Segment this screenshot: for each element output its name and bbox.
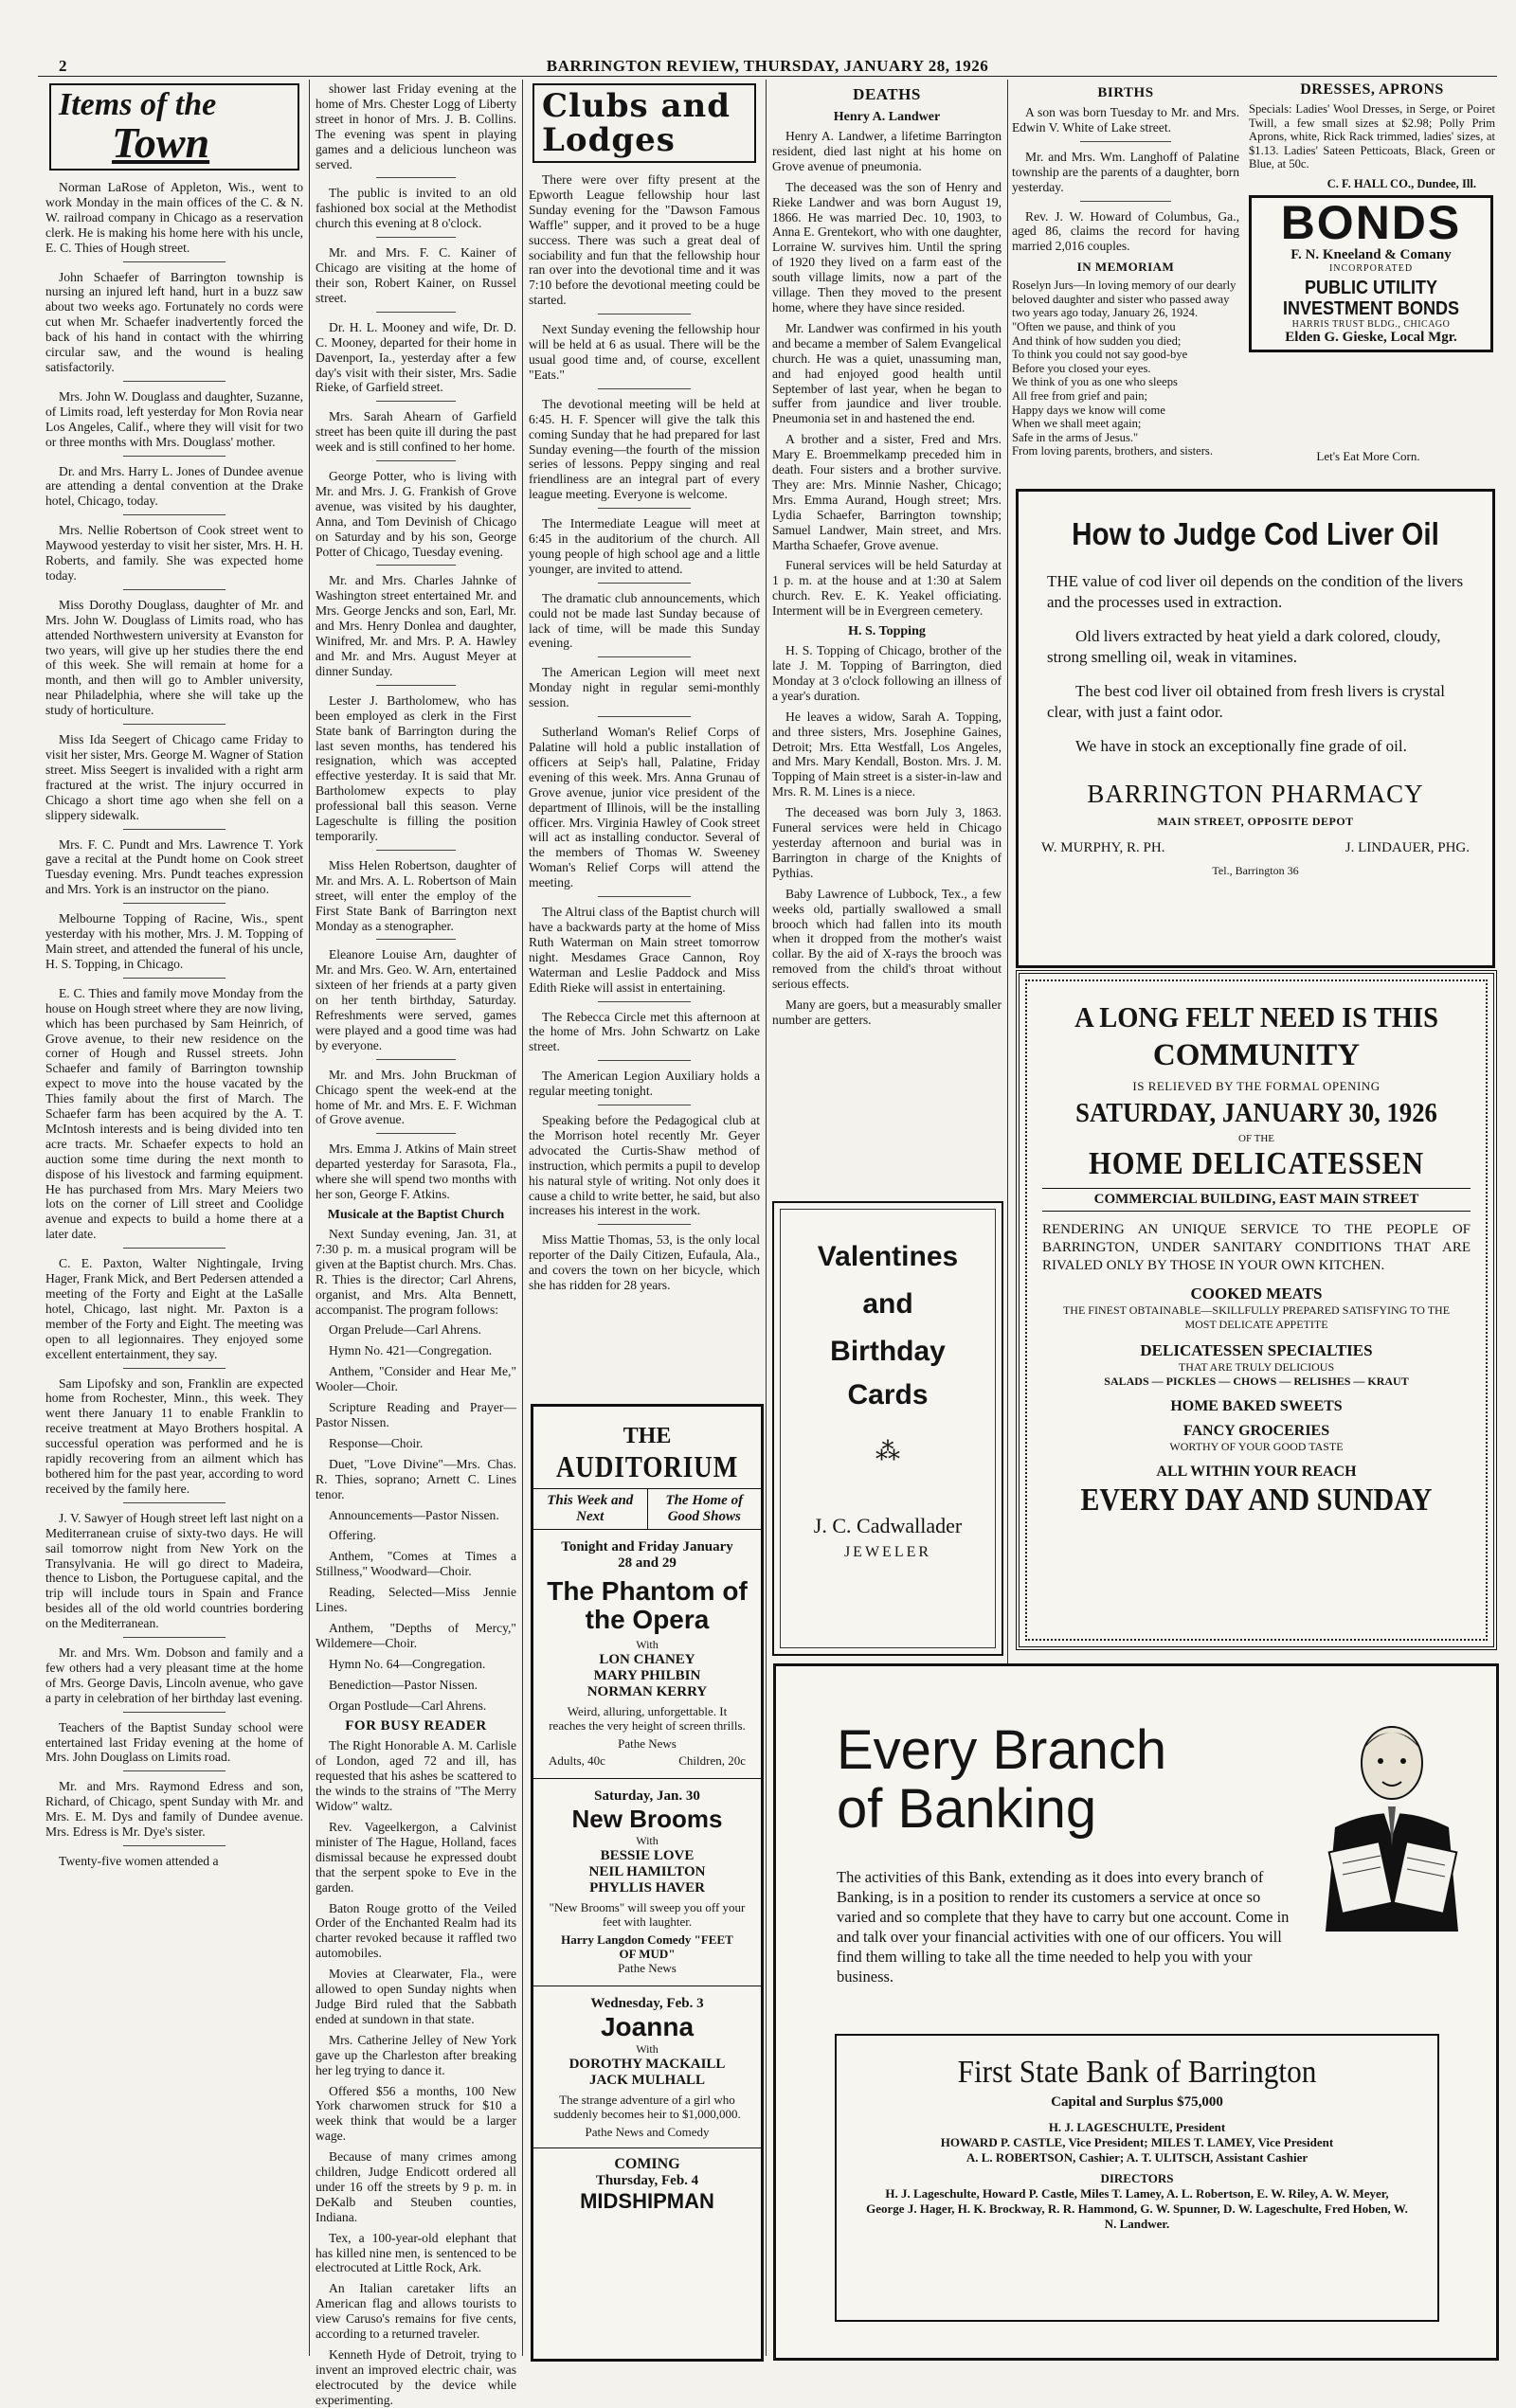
item-separator xyxy=(123,724,226,725)
item-separator xyxy=(123,261,226,262)
item-separator xyxy=(598,388,691,389)
deli-specialties-sub: THAT ARE TRULY DELICIOUS xyxy=(1178,1360,1335,1374)
paragraph: Baton Rouge grotto of the Veiled Order of the Enchanted Realm had its charter revoked because it raffled two automobiles. xyxy=(316,1900,516,1961)
paragraph: The American Legion will meet next Monday night in regular semi-monthly session. xyxy=(529,665,760,710)
item-separator xyxy=(123,829,226,830)
paragraph: Offered $56 a months, 100 New York charwomen struck for $10 a week think that would be a larger wage. xyxy=(316,2083,516,2144)
paragraph: Melbourne Topping of Racine, Wis., spent yesterday with his mother, Mrs. J. M. Topping of Main street, and attended the funeral of his uncle, H. S. Topping, in Chicago. xyxy=(45,911,303,971)
masthead xyxy=(38,55,1497,77)
dresses-ad xyxy=(1249,81,1495,188)
item-separator xyxy=(598,1001,691,1002)
deli-relieved: IS RELIEVED BY THE FORMAL OPENING xyxy=(1132,1079,1381,1093)
paragraph: A brother and a sister, Fred and Mrs. Mary E. Broemmelkamp preceded him in death. Four sisters and a brother survive. They are: Mrs. Minnie Nasher, Chicago; Mrs. Emma Aurand, Hough street; Mrs. Lydia Schaefer, Barrington township; Samuel Landwer, Main street, and Mrs. Martha Schaefer, Grove avenue. xyxy=(772,432,1002,552)
paragraph: Mr. and Mrs. Wm. Dobson and family and a few others had a very pleasant time at the home of Mrs. George Davis, Lincoln avenue, who gave a party in celebration of her birthday last evening. xyxy=(45,1645,303,1705)
cod-liver-text xyxy=(1019,552,1492,757)
item-separator xyxy=(598,1224,691,1225)
paragraph: The deceased was the son of Henry and Rieke Landwer and was born August 19, 1866. He was married Dec. 10, 1903, to Anna E. Grentekort, who with one daughter, Lorraine W. survives him. Until the spring of 1920 they lived on a farm east of the south village limits, now a part of the village. Then they moved to the present home, where they have since resided. xyxy=(772,179,1002,314)
paragraph: Anthem, "Consider and Hear Me," Wooler—Choir. xyxy=(316,1364,516,1394)
home-of-good-shows-tag: The Home of Good Shows xyxy=(665,1493,744,1524)
item-separator xyxy=(123,1248,226,1249)
paragraph: Hymn No. 64—Congregation. xyxy=(329,1656,486,1671)
new-brooms-news: Pathe News xyxy=(533,1961,761,1986)
paragraph: Benediction—Pastor Nissen. xyxy=(329,1677,478,1692)
items-of-the-town-logo xyxy=(49,83,299,171)
paragraph: The American Legion Auxiliary holds a regular meeting tonight. xyxy=(529,1069,760,1099)
auditorium-ad xyxy=(531,1404,764,2362)
phantom-cast: LON CHANEY MARY PHILBIN NORMAN KERRY xyxy=(587,1652,708,1699)
births-heading: BIRTHS xyxy=(1097,85,1154,100)
joanna-description: The strange adventure of a girl who suddenly becomes heir to $1,000,000. xyxy=(553,2093,741,2121)
item-separator xyxy=(376,685,457,686)
item-separator xyxy=(123,1712,226,1713)
clubs-paragraphs xyxy=(529,172,760,1293)
joanna-with: With xyxy=(636,2042,659,2056)
bank-directors-heading: DIRECTORS xyxy=(1100,2171,1174,2185)
dresses-title: DRESSES, APRONS xyxy=(1300,81,1444,98)
landwer-heading: Henry A. Landwer xyxy=(833,110,941,124)
column-clubs-and-lodges xyxy=(529,81,760,1389)
paragraph: Tex, a 100-year-old elephant that has killed nine men, is sentenced to be electrocuted at Little Rock, Ark. xyxy=(316,2230,516,2275)
item-separator xyxy=(376,177,457,178)
item-separator xyxy=(123,456,226,457)
newspaper-title: BARRINGTON REVIEW, THURSDAY, JANUARY 28, 1926 xyxy=(546,57,989,75)
item-separator xyxy=(123,1637,226,1638)
phantom-prices xyxy=(533,1752,761,1779)
cod-liver-title: How to Judge Cod Liver Oil xyxy=(1072,516,1439,551)
paragraph: George Potter, who is living with Mr. and Mrs. J. G. Frankish of Grove avenue, was visited by his daughter, Anna, and Tom Devinish of Chicago on Saturday and by his son, George Potter of Chicago, Tuesday evening. xyxy=(316,469,516,559)
deli-opening-date: SATURDAY, JANUARY 30, 1926 xyxy=(1075,1098,1437,1128)
valentines-line-3: Birthday xyxy=(830,1336,946,1367)
social-paragraphs xyxy=(316,81,516,1202)
cod-liver-p4: We have in stock an exceptionally fine grade of oil. xyxy=(1075,737,1407,755)
paragraph: Mr. and Mrs. Wm. Langhoff of Palatine township are the parents of a daughter, born yesterday. xyxy=(1012,149,1239,194)
item-separator xyxy=(376,1133,457,1134)
bank-directors: H. J. Lageschulte, Howard P. Castle, Miles T. Lamey, A. L. Robertson, E. W. Riley, A. W. Meyer, George J. Hager, H. K. Brockway, R. R. Hammond, G. W. Spunner, D. W. Lageschulte, Fred Hoben, W. N. Landwer. xyxy=(866,2186,1408,2231)
new-brooms-title: New Brooms xyxy=(571,1805,723,1833)
paragraph: E. C. Thies and family move Monday from the house on Hough street where they are now living, which has been purchased by Sam Heinrich, of Grove avenue, to their new residence on the corner of Hough and Russel streets. John Schaefer and family of Barrington township expect to move into the house vacated by the Thies family about the first of March. The Schaefer farm has been acquired by the A. T. McIntosh interests and is being divided into ten acre tracts. Mr. Schaefer expects to hold an auction some time during the next month to dispose of his livestock and farming equipment. He has purchased from Mrs. Mary Meiers two lots on the corner of Lill street and Coolidge avenue and expects to build a home there at a later date. xyxy=(45,985,303,1242)
item-separator xyxy=(598,656,691,657)
paragraph: Miss Helen Robertson, daughter of Mr. and Mrs. A. L. Robertson of Main street, will enter the employ of the First State Bank of Barrington next Monday as a stenographer. xyxy=(316,857,516,933)
joanna-title: Joanna xyxy=(600,2012,695,2041)
item-separator xyxy=(376,460,457,461)
paragraph: The Rebecca Circle met this afternoon at the home of Mrs. John Schwartz on Lake street. xyxy=(529,1009,760,1054)
deli-specialties: DELICATESSEN SPECIALTIES xyxy=(1140,1341,1373,1359)
column-rule xyxy=(766,80,767,2356)
topping-heading: H. S. Topping xyxy=(848,624,926,639)
bonds-line-2: INVESTMENT BONDS xyxy=(1282,298,1460,319)
item-separator xyxy=(123,978,226,979)
paragraph: The public is invited to an old fashioned box social at the Methodist church this evening at 8 o'clock. xyxy=(316,186,516,231)
bonds-firm: F. N. Kneeland & Comany xyxy=(1290,247,1452,262)
paragraph: Teachers of the Baptist Sunday school were entertained last Friday evening at the home of Mrs. John Douglass on Limits road. xyxy=(45,1719,303,1765)
memoriam-text: Roselyn Jurs—In loving memory of our dearly beloved daughter and sister who passed away two years ago today, January 26, 1924. "Often we pause, and think of you And think of how sudden you died; To think you could not say good-bye Before you closed your eyes. We think of you as one who sleeps All free from grief and pain; Happy days we know will come When we shall meet again; Safe in the arms of Jesus." From loving parents, brothers, and sisters. xyxy=(1012,279,1236,458)
deli-headline-1: A LONG FELT NEED IS THIS xyxy=(1074,1000,1438,1033)
lets-eat-more-corn: Let's Eat More Corn. xyxy=(1316,449,1420,463)
joanna-news: Pathe News and Comedy xyxy=(533,2125,761,2148)
deli-body: RENDERING AN UNIQUE SERVICE TO THE PEOPLE OF BARRINGTON, UNDER SANITARY CONDITIONS THAT ARE RIVALED ONLY BY THOSE IN YOUR OWN KITCHEN. xyxy=(1042,1222,1471,1273)
paragraph: Many are goers, but a measurably smaller number are getters. xyxy=(772,997,1002,1027)
valentines-ad xyxy=(772,1201,1003,1656)
coming-label: COMING xyxy=(614,2156,680,2172)
memoriam-heading: IN MEMORIAM xyxy=(1076,260,1175,275)
paragraph: Norman LaRose of Appleton, Wis., went to work Monday in the main offices of the C. & N. W. railroad company in Chicago as a reservation clerk. He is making his home here with his uncle, E. C. Thies of Hough street. xyxy=(45,180,303,255)
item-separator xyxy=(1080,141,1171,142)
deli-name: HOME DELICATESSEN xyxy=(1089,1146,1424,1181)
paragraph: Mrs. Catherine Jelley of New York gave up the Charleston after breaking her leg trying to dance it. xyxy=(316,2032,516,2077)
bonds-manager: Elden G. Gieske, Local Mgr. xyxy=(1285,330,1457,345)
deli-headline-2: COMMUNITY xyxy=(1152,1038,1361,1072)
paragraph: shower last Friday evening at the home of Mrs. Chester Logg of Liberty street in honor of Mrs. J. B. Collins. The evening was spent in playing games and a delicious luncheon was served. xyxy=(316,81,516,171)
paragraph: There were over fifty present at the Epworth League fellowship hour last Sunday evening for the "Dawson Famous Waffle" supper, and it proved to be a huge success. There was such a great deal of sociability and fun that the fellowship hour ran over into the devotional time and it was 7:10 before the devotional meeting could be started. xyxy=(529,172,760,308)
dresses-signature: C. F. HALL CO., Dundee, Ill. xyxy=(1326,176,1476,190)
column-rule xyxy=(309,80,310,2356)
item-separator xyxy=(598,1060,691,1061)
deli-groceries-sub: WORTHY OF YOUR GOOD TASTE xyxy=(1169,1440,1344,1453)
children-price: Children, 20c xyxy=(678,1753,746,1768)
paragraph: Mrs. F. C. Pundt and Mrs. Lawrence T. York gave a recital at the Pundt home on Cook street Tuesday evening. Mrs. Pundt teaches expression and Mrs. York is an instructor on the piano. xyxy=(45,836,303,897)
pharmacy-address: MAIN STREET, OPPOSITE DEPOT xyxy=(1157,815,1354,828)
paragraph: Mrs. Emma J. Atkins of Main street departed yesterday for Sarasota, Fla., where she will spend two months with her son, George F. Atkins. xyxy=(316,1141,516,1202)
item-separator xyxy=(123,1770,226,1771)
bank-capital: Capital and Surplus $75,000 xyxy=(1051,2094,1223,2110)
paragraph: Rev. Vageelkergon, a Calvinist minister of The Hague, Holland, faces dismissal because he expressed doubt that the serpent spoke to Eve in the garden. xyxy=(316,1820,516,1895)
pharmacy-phone: Tel., Barrington 36 xyxy=(1212,864,1299,877)
column-rule xyxy=(522,80,523,2356)
paragraph: Organ Postlude—Carl Ahrens. xyxy=(329,1698,487,1713)
item-separator xyxy=(376,1059,457,1060)
adult-price: Adults, 40c xyxy=(549,1753,605,1768)
bank-body: The activities of this Bank, extending as it does into every branch of Banking, is in a position to render its customers a service at once so varied and so complete that they have to carry but one account. Come in and talk over your financial activities with one of our officers. You will find them willing to take all the time needed to help you with your business. xyxy=(837,1868,1290,1986)
deaths-heading: DEATHS xyxy=(853,85,921,103)
births-list xyxy=(1012,105,1239,254)
logo-line-2: Town xyxy=(112,118,210,167)
paragraph: Announcements—Pastor Nissen. xyxy=(329,1507,499,1522)
paragraph: Sam Lipofsky and son, Franklin are expected home from Rochester, Minn., this week. They went there January 11 to enable Franklin to receive treatment at Mayo Brothers hospital. A successful operation was performed and he is rapidly recovering from an ailment which has bothered him for the past year, according to word received by the family here. xyxy=(45,1375,303,1496)
clubs-and-lodges-logo: Clubs and Lodges xyxy=(532,83,756,163)
item-separator xyxy=(598,716,691,717)
phantom-with: With xyxy=(636,1638,659,1651)
bonds-title: BONDS xyxy=(1280,196,1462,249)
paragraph: Dr. H. L. Mooney and wife, Dr. D. C. Mooney, departed for their home in Davenport, Ia., yesterday after a few day's visit with their sister, Mrs. Sadie Rieke, of Garfield street. xyxy=(316,319,516,395)
midshipman-date: Thursday, Feb. 4 xyxy=(595,2173,699,2188)
item-separator xyxy=(376,237,457,238)
paragraph: Response—Choir. xyxy=(329,1435,424,1450)
paragraph: The deceased was born July 3, 1863. Funeral services were held in Chicago yesterday afternoon and burial was in Barrington in charge of the Knights of Pythias. xyxy=(772,805,1002,880)
paragraph: Baby Lawrence of Lubbock, Tex., a few weeks old, partially swallowed a small brooch which had fallen into its mouth when it dropped from the mother's waist collar. By the aid of X-rays the brooch was removed from the child's throat without serious effects. xyxy=(772,886,1002,992)
cod-liver-p2: Old livers extracted by heat yield a dark colored, cloudy, strong smelling oil, weak in vitamines. xyxy=(1047,627,1441,666)
paragraph: Twenty-five women attended a xyxy=(59,1854,219,1868)
item-separator xyxy=(123,381,226,382)
valentines-inner-border xyxy=(780,1209,996,1648)
column-two xyxy=(316,81,516,2407)
paragraph: C. E. Paxton, Walter Nightingale, Irving Hager, Frank Mick, and Bert Pedersen attended a meeting of the Forty and Eight at the LaSalle hotel, Chicago, last night. Mr. Paxton is a member of the Forty and Eight. The meeting was open to all legionnaires. They enjoyed some excellent entertainment, they say. xyxy=(45,1256,303,1361)
paragraph: He leaves a widow, Sarah A. Topping, and three sisters, Mrs. Josephine Gaines, Detroit; Mrs. Etta Westfall, Los Angeles, and Mrs. Mary Kendall, Boston. Mrs. J. M. Topping of Main street is a sister-in-law and Mrs. R. M. Lines is a niece. xyxy=(772,709,1002,800)
bonds-address: HARRIS TRUST BLDG., CHICAGO xyxy=(1291,319,1451,330)
banker-illustration-icon xyxy=(1307,1704,1477,1932)
item-separator xyxy=(1080,201,1171,202)
auditorium-tags xyxy=(533,1488,761,1530)
topping-obituary xyxy=(772,643,1002,1028)
paragraph: Mr. and Mrs. Charles Jahnke of Washington street entertained Mr. and Mrs. George Jencks and son, Earl, Mr. and Mrs. Henry Donlea and daughter, Winifred, Mr. and Mrs. P. A. Hawley and Mr. and Mrs. August Meyer at dinner Sunday. xyxy=(316,573,516,678)
item-separator xyxy=(376,850,457,851)
landwer-obituary xyxy=(772,129,1002,619)
delicatessen-ad xyxy=(1016,970,1497,1650)
page-number: 2 xyxy=(59,57,67,75)
bank-headline xyxy=(837,1721,1166,1839)
paragraph: The Right Honorable A. M. Carlisle of London, aged 72 and ill, has requested that his ashes be scattered to the winds to the strains of "The Merry Widow" waltz. xyxy=(316,1738,516,1814)
jeweler-name: J. C. Cadwallader xyxy=(813,1514,963,1537)
paragraph: Henry A. Landwer, a lifetime Barrington resident, died last night at his home on Grove avenue of pneumonia. xyxy=(772,129,1002,173)
auditorium-the: THE xyxy=(623,1424,672,1448)
new-brooms-date: Saturday, Jan. 30 xyxy=(594,1788,700,1804)
item-separator xyxy=(123,1845,226,1846)
pharmacy-name: BARRINGTON PHARMACY xyxy=(1087,780,1424,808)
paragraph: Sutherland Woman's Relief Corps of Palatine will hold a public installation of officers at Seip's hall, Palatine, Friday evening of this week. Mrs. Anna Grunau of Grove avenue, junior vice president of the department of Illinois, will be the installing officer. Mrs. Virginia Hawley of Cook street will act as installing conductor. Several of the members of Thomas W. Sweeney Woman's Relief Corps will attend the meeting. xyxy=(529,725,760,890)
paragraph: J. V. Sawyer of Hough street left last night on a Mediterranean cruise of sixty-two days. He will sail tomorrow night from New York on the Transylvania. He will go direct to Madeira, thence to Lisbon, the Portuguese capital, and the trip will include tours in Spain and France besides all of the old world countries bordering on the Mediterranean. xyxy=(45,1510,303,1631)
column-deaths xyxy=(772,81,1002,1180)
ornament-icon: ⁂ xyxy=(875,1438,900,1465)
paragraph: A son was born Tuesday to Mr. and Mrs. Edwin V. White of Lake street. xyxy=(1012,105,1239,135)
paragraph: Eleanore Louise Arn, daughter of Mr. and Mrs. Geo. W. Arn, entertained sixteen of her friends at a party given on her tenth birthday, Saturday. Refreshments were served, games were played and a good time was had by everyone. xyxy=(316,947,516,1052)
item-separator xyxy=(123,1368,226,1369)
deli-of-the: OF THE xyxy=(1238,1133,1274,1144)
cod-liver-p1: THE value of cod liver oil depends on the condition of the livers and the processes used in extraction. xyxy=(1047,572,1464,611)
musicale-program xyxy=(316,1227,516,1713)
this-week-tag: This Week and Next xyxy=(533,1489,647,1530)
paragraph: Mrs. John W. Douglass and daughter, Suzanne, of Limits road, left yesterday for Mon Rovia near Los Angeles, Calif., where they will visit for two or three months with Mrs. Douglass' mother. xyxy=(45,388,303,449)
item-separator xyxy=(598,583,691,584)
bank-headline-1: Every Branch xyxy=(837,1719,1167,1781)
paragraph: Movies at Clearwater, Fla., were allowed to open Sunday nights when Judge Bird ruled that the Sabbath ended at sundown in that state. xyxy=(316,1967,516,2026)
busy-reader-heading: FOR BUSY READER xyxy=(345,1718,487,1734)
deli-content xyxy=(1020,1000,1493,1518)
phantom-title: The Phantom of the Opera xyxy=(547,1576,748,1634)
paragraph: Because of many crimes among children, Judge Endicott ordered all under 16 off the streets by 9 p. m. in DeKalb and Steuben counties, Indiana. xyxy=(316,2149,516,2224)
bank-cashiers: A. L. ROBERTSON, Cashier; A. T. ULITSCH, Assistant Cashier xyxy=(966,2150,1308,2165)
phantom-news: Pathe News xyxy=(618,1736,677,1751)
paragraph: Funeral services will be held Saturday at 1 p. m. at the house and at 1:30 at Salem church. Rev. E. K. Yeakel officiating. Interment will be in Evergreen cemetery. xyxy=(772,558,1002,619)
item-separator xyxy=(376,565,457,566)
midshipman-title: MIDSHIPMAN xyxy=(580,2189,714,2213)
bank-vice-presidents: HOWARD P. CASTLE, Vice President; MILES T. LAMEY, Vice President xyxy=(940,2135,1334,2149)
logo-line-1: Items of the xyxy=(59,87,217,122)
valentines-line-1: Valentines xyxy=(817,1241,959,1272)
phantom-description: Weird, alluring, unforgettable. It reaches the very height of screen thrills. xyxy=(549,1704,746,1733)
bonds-line-1: PUBLIC UTILITY xyxy=(1304,278,1437,298)
paragraph: Mrs. Sarah Ahearn of Garfield street has been quite ill during the past week and is still confined to her home. xyxy=(316,409,516,455)
paragraph: John Schaefer of Barrington township is nursing an injured left hand, hurt in a buzz saw about two weeks ago. Fortunately no cords were cut when Mr. Schaefer inadvertently forced the back of his hand in contact with the whirring circular saw, and the wound is healing satisfactorily. xyxy=(45,269,303,374)
bonds-incorporated: INCORPORATED xyxy=(1328,263,1414,274)
pharmacists xyxy=(1019,829,1492,856)
new-brooms-description: "New Brooms" will sweep you off your feet with laughter. xyxy=(549,1900,746,1929)
deli-groceries: FANCY GROCERIES xyxy=(1182,1423,1330,1439)
item-separator xyxy=(123,903,226,904)
paragraph: Mr. and Mrs. John Bruckman of Chicago spent the week-end at the home of Mr. and Mrs. E. F. Wichman of Grove avenue. xyxy=(316,1067,516,1127)
auditorium-name: AUDITORIUM xyxy=(555,1449,739,1483)
paragraph: Anthem, "Comes at Times a Stillness," Woodward—Choir. xyxy=(316,1549,516,1579)
paragraph: Anthem, "Depths of Mercy," Wildemere—Choir. xyxy=(316,1620,516,1650)
paragraph: Offering. xyxy=(329,1528,376,1543)
paragraph: Mr. and Mrs. F. C. Kainer of Chicago are visiting at the home of their son, Robert Kainer, on Russel street. xyxy=(316,245,516,305)
bank-president: H. J. LAGESCHULTE, President xyxy=(1048,2120,1226,2134)
paragraph: The Intermediate League will meet at 6:45 in the auditorium of the church. All young people of high school age and a little younger, are invited to attend. xyxy=(529,516,760,576)
item-separator xyxy=(123,589,226,590)
cod-liver-p3: The best cod liver oil obtained from fresh livers is crystal clear, with just a faint odor. xyxy=(1047,682,1445,721)
paragraph: Speaking before the Pedagogical club at the Morrison hotel recently Mr. Geyer advocated the Curtis-Shaw method of instruction, which permits a pupil to develop his natural style of writing. Not only does it cause a child to write better, he said, but also increases his interest in the work. xyxy=(529,1113,760,1218)
column-births xyxy=(1012,81,1239,458)
valentines-line-4: Cards xyxy=(847,1379,929,1411)
phantom-date: Tonight and Friday January 28 and 29 xyxy=(561,1539,733,1571)
bank-ad xyxy=(773,1663,1499,2361)
deli-every-day: EVERY DAY AND SUNDAY xyxy=(1080,1483,1433,1518)
deli-cooked-meats: COOKED MEATS xyxy=(1190,1285,1323,1303)
paragraph: Scripture Reading and Prayer—Pastor Nissen. xyxy=(316,1400,516,1429)
bank-name: First State Bank of Barrington xyxy=(957,2055,1317,2090)
item-separator xyxy=(123,1502,226,1503)
paragraph: Next Sunday evening, Jan. 31, at 7:30 p. m. a musical program will be given at the Baptist church. Mrs. Chas. R. Thies is the director; Carl Ahrens, organist, and Mrs. Alta Bennett, accompanist. The program follows: xyxy=(316,1227,516,1317)
paragraph: Organ Prelude—Carl Ahrens. xyxy=(329,1322,481,1338)
paragraph: Miss Ida Seegert of Chicago came Friday to visit her sister, Mrs. George M. Wagner of Station street. Miss Seegert is invalided with a right arm fractured at the wrist. The injury occurred in Chicago a short time ago when she fell on a slippery sidewalk. xyxy=(45,732,303,822)
deli-sweets: HOME BAKED SWEETS xyxy=(1170,1398,1343,1414)
musicale-heading: Musicale at the Baptist Church xyxy=(327,1208,505,1222)
paragraph: Kenneth Hyde of Detroit, trying to invent an improved electric chair, was electrocuted by the device while experimenting. xyxy=(316,2347,516,2407)
paragraph: Dr. and Mrs. Harry L. Jones of Dundee avenue are attending a dental convention at the Drake hotel, Chicago, today. xyxy=(45,463,303,509)
paragraph: The devotional meeting will be held at 6:45. H. F. Spencer will give the talk this coming Sunday that he had prepared for last Sunday evening—the fourth of the mission series of lessons. Peppy singing and real friendliness are an integral part of every league meeting. Everyone is welcome. xyxy=(529,396,760,502)
item-separator xyxy=(598,896,691,897)
deli-building: COMMERCIAL BUILDING, EAST MAIN STREET xyxy=(1042,1188,1471,1212)
bank-headline-2: of Banking xyxy=(837,1778,1097,1840)
pharmacist-murphy: W. MURPHY, R. PH. xyxy=(1041,840,1165,855)
deli-meats-description: THE FINEST OBTAINABLE—SKILLFULLY PREPARED SATISFYING TO THE MOST DELICATE APPETITE xyxy=(1062,1303,1451,1331)
item-separator xyxy=(376,312,457,313)
pharmacist-lindauer: J. LINDAUER, PHG. xyxy=(1345,840,1470,855)
paragraph: Rev. J. W. Howard of Columbus, Ga., aged 86, claims the record for having married 2,016 couples. xyxy=(1012,208,1239,254)
paragraph: H. S. Topping of Chicago, brother of the late J. M. Topping of Barrington, died Monday at 3 o'clock following an illness of a year's duration. xyxy=(772,643,1002,703)
new-brooms-with: With xyxy=(636,1834,659,1847)
paragraph: The Altrui class of the Baptist church will have a backwards party at the home of Miss Ruth Waterman on Main street tomorrow night. Mesdames Grace Cannon, Roy Waterman and Leslie Paddock and Miss Edith Rieke will assist in entertaining. xyxy=(529,905,760,995)
paragraph: Lester J. Bartholomew, who has been employed as clerk in the First State bank of Barrington during the last seven months, has tendered his resignation, which was accepted effective yesterday. It is said that Mr. Bartholomew expects to play professional ball this season. Verne Lageschulte is filling the position temporarily. xyxy=(316,692,516,843)
column-items-of-the-town xyxy=(45,81,303,2355)
valentines-line-2: and xyxy=(862,1288,913,1320)
item-separator xyxy=(376,939,457,940)
cod-liver-oil-ad xyxy=(1016,489,1495,968)
paragraph: The dramatic club announcements, which could not be made last Sunday because of lack of time, will be made this Sunday evening. xyxy=(529,590,760,651)
langdon-comedy: Harry Langdon Comedy "FEET OF MUD" xyxy=(561,1932,733,1961)
jeweler-label: JEWELER xyxy=(843,1544,932,1560)
paragraph: Reading, Selected—Miss Jennie Lines. xyxy=(316,1585,516,1615)
paragraph: Mrs. Nellie Robertson of Cook street went to Maywood yesterday to visit her sister, Mrs. H. H. Roberts, and family. She was expected home today. xyxy=(45,523,303,583)
joanna-cast: DOROTHY MACKAILL JACK MULHALL xyxy=(568,2057,726,2088)
paragraph: Miss Dorothy Douglass, daughter of Mr. and Mrs. John W. Douglass of Limits road, who has attended Northwestern university at Evanston for two years, will give up her studies there the end of this week. She will remain at home for a month, and then will go to Ambler university, near Philadelphia, where she will take up the study of horticulture. xyxy=(45,597,303,718)
paragraph: Next Sunday evening the fellowship hour will be held at 6 as usual. There will be the usual good time and, of course, excellent "Eats." xyxy=(529,322,760,382)
paragraph: Mr. Landwer was confirmed in his youth and became a member of Salem Evangelical church. He was a quiet, unassuming man, and had enjoyed good health until September of last year, when he began to suffer from jaundice and liver trouble. Pneumonia set in and hastened the end. xyxy=(772,320,1002,426)
deli-reach: ALL WITHIN YOUR REACH xyxy=(1156,1464,1357,1480)
paragraph: Mr. and Mrs. Raymond Edress and son, Richard, of Chicago, spent Sunday with Mr. and Mrs. E. M. Dys and family of Dundee avenue. Mrs. Edress is Mr. Dye's sister. xyxy=(45,1779,303,1840)
dresses-body: Specials: Ladies' Wool Dresses, in Serge, or Poiret Twill, a few small sizes at $2.98; Polly Prim Aprons, white, Rick Rack trimmed, ladies' sizes, at $1.13. Ladies' Sateen Petticoats, Black, Green or Blue, at 50c. xyxy=(1249,102,1495,171)
joanna-date: Wednesday, Feb. 3 xyxy=(590,1996,704,2011)
paragraph: Duet, "Love Divine"—Mrs. Chas. R. Thies, soprano; Arnett C. Lines tenor. xyxy=(316,1456,516,1501)
item-separator xyxy=(376,401,457,402)
bonds-ad xyxy=(1249,195,1493,352)
busy-reader-items xyxy=(316,1738,516,2407)
paragraph: An Italian caretaker lifts an American flag and allows tourists to view Caruso's remains for five cents, according to a returned traveler. xyxy=(316,2281,516,2342)
items-paragraphs xyxy=(45,180,303,1869)
item-separator xyxy=(598,508,691,509)
item-separator xyxy=(123,514,226,515)
paragraph: Miss Mattie Thomas, 53, is the only local reporter of the Daily Citizen, Eufaula, Ala., and covers the town on her bicycle, which she has ridden for 28 years. xyxy=(529,1232,760,1293)
bank-officers-box xyxy=(835,2034,1439,2322)
deli-specialties-list: SALADS — PICKLES — CHOWS — RELISHES — KRAUT xyxy=(1104,1375,1409,1388)
new-brooms-cast: BESSIE LOVE NEIL HAMILTON PHYLLIS HAVER xyxy=(588,1848,706,1896)
paragraph: Hymn No. 421—Congregation. xyxy=(329,1343,493,1358)
